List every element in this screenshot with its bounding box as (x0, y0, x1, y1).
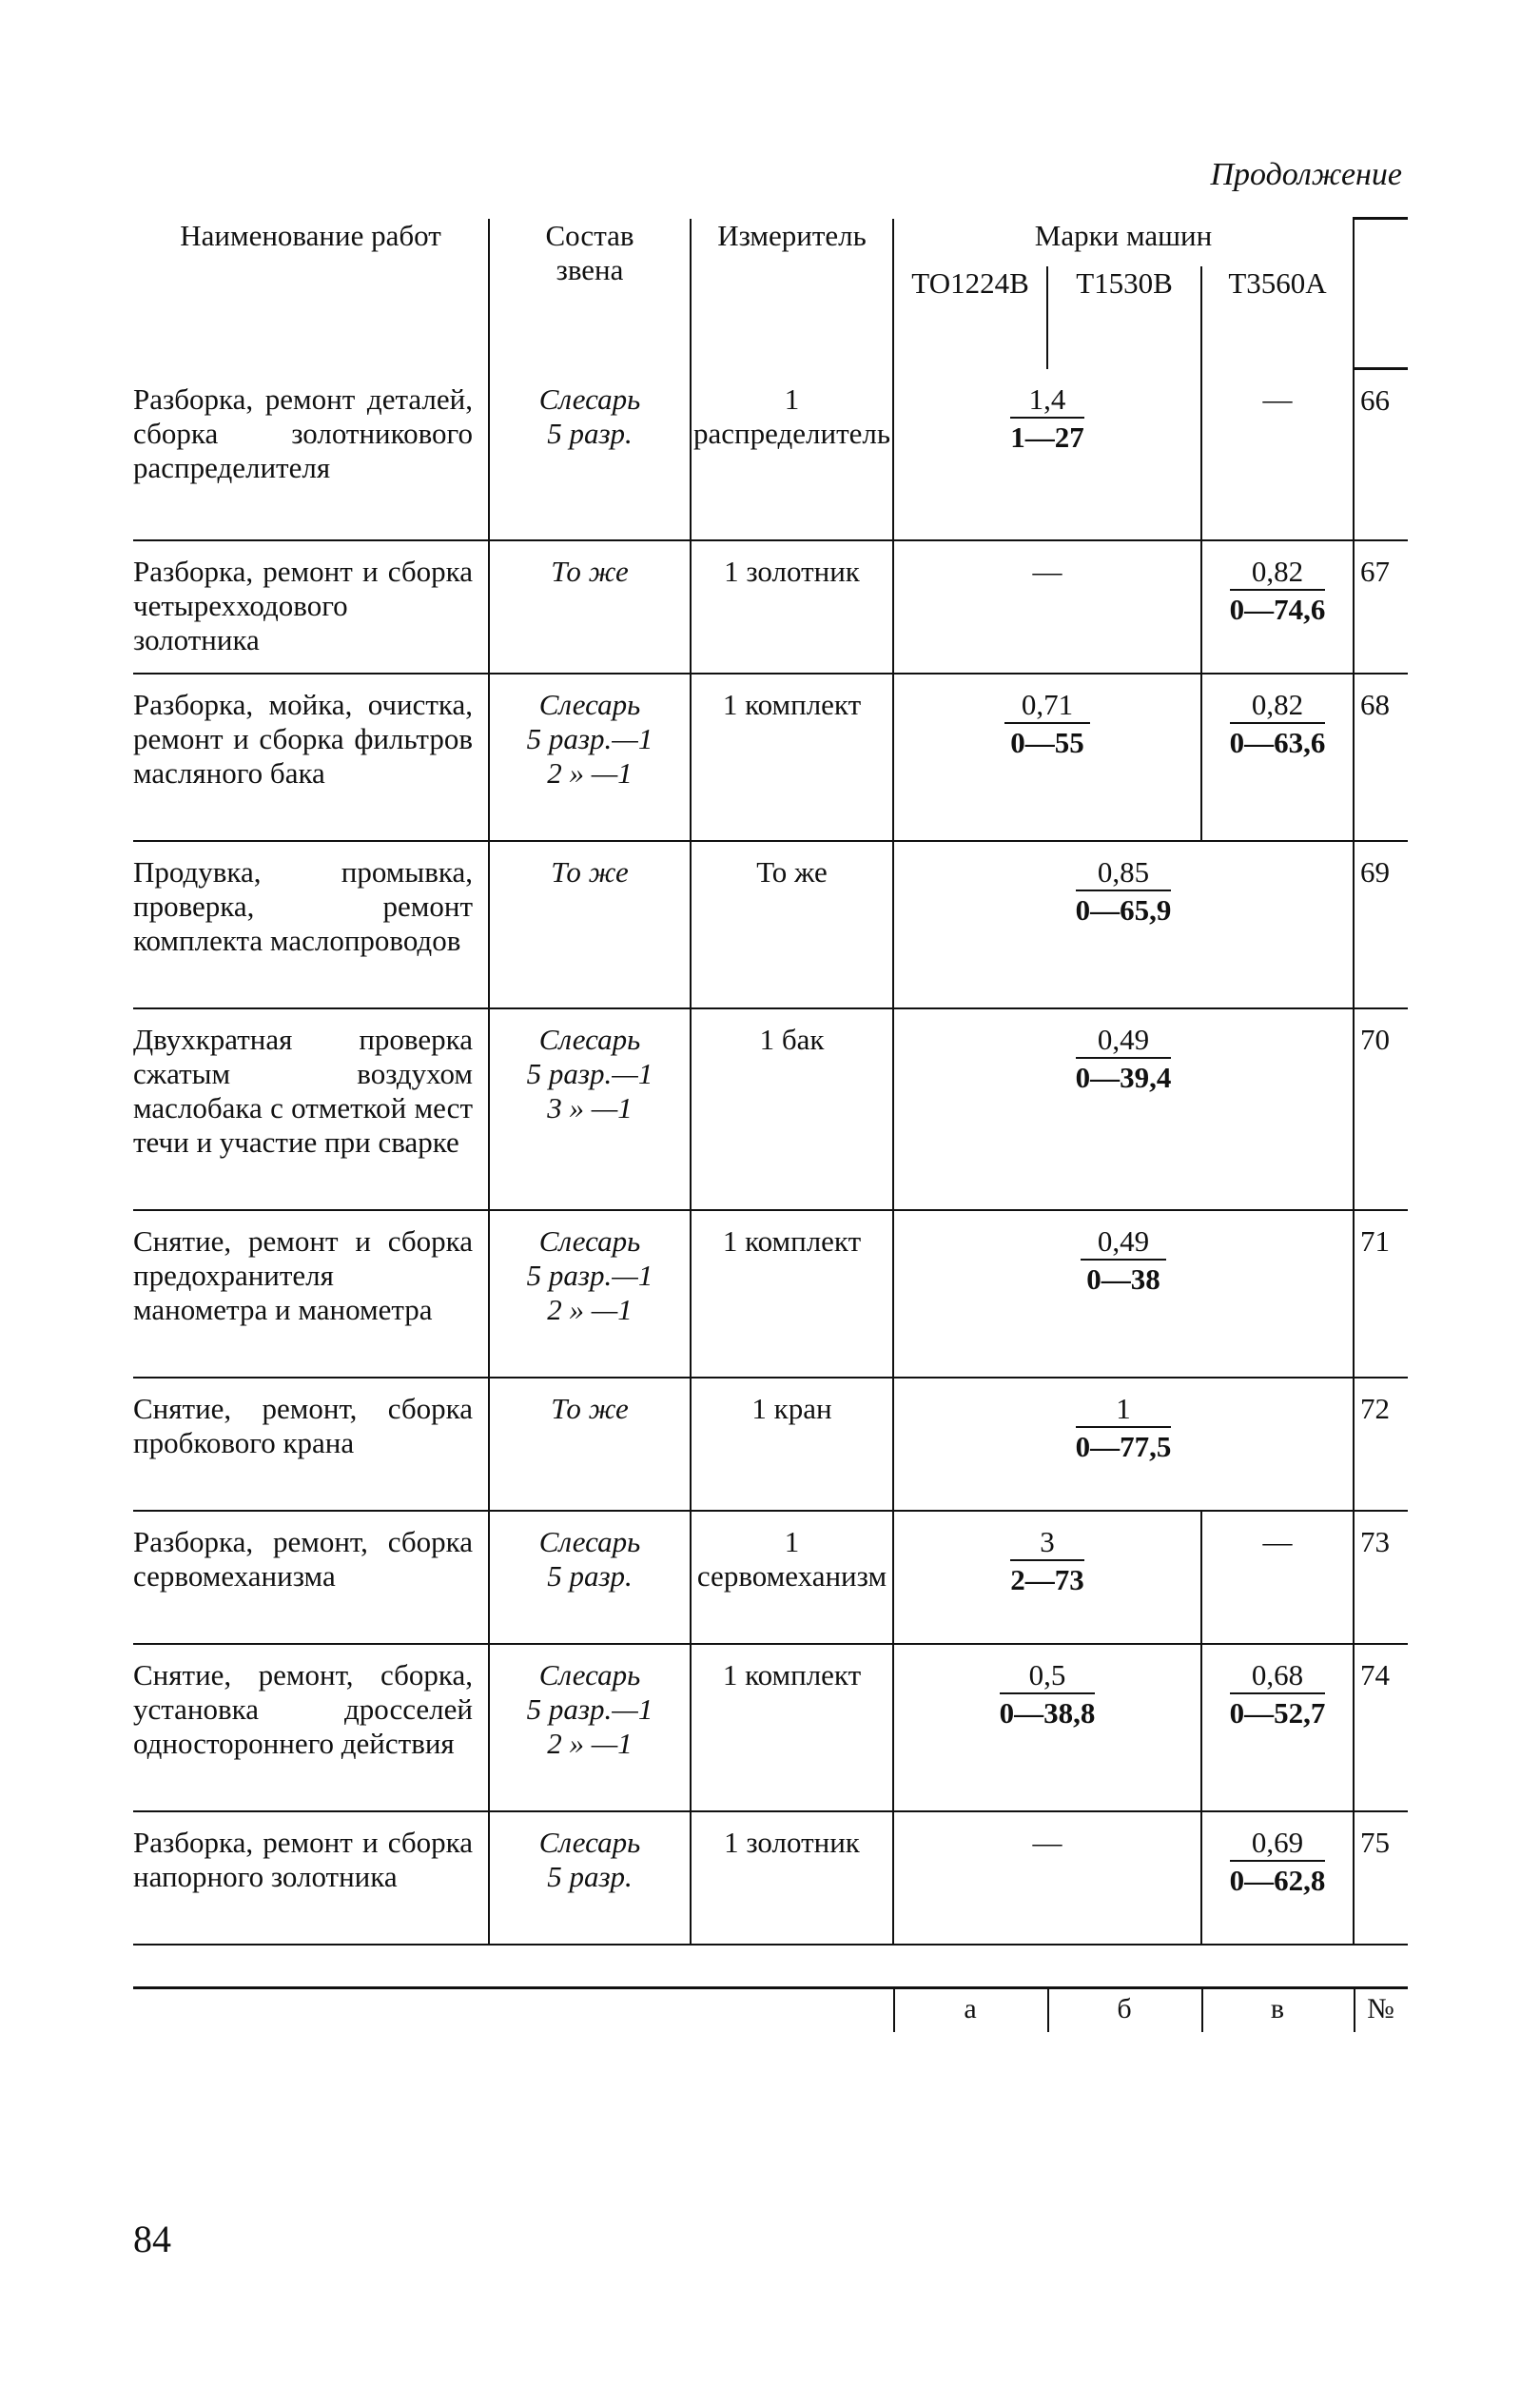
rate-fraction (1076, 1392, 1172, 1466)
rate-abc (893, 1210, 1354, 1378)
crew-composition: Слесарь 5 разр. (489, 369, 691, 540)
rate-ab (893, 1644, 1201, 1811)
rate-fraction (1230, 688, 1326, 762)
price-value: 2—73 (1010, 1562, 1084, 1596)
row-number: 69 (1354, 841, 1408, 1008)
table-row (133, 1210, 1408, 1378)
unit-of-measure: 1 сервомеханизм (691, 1511, 893, 1644)
table-row (133, 1644, 1408, 1811)
work-name: Разборка, мойка, очистка, ремонт и сборка фильтров масляного бака (133, 674, 489, 841)
rate-fraction (1230, 1826, 1326, 1900)
footer-col-b: б (1117, 1993, 1132, 2024)
rate-c: — (1201, 369, 1354, 540)
time-norm: 0,49 (1081, 1224, 1166, 1261)
crew-composition: Слесарь 5 разр. (489, 1511, 691, 1644)
norms-table (133, 217, 1408, 1946)
work-name: Двухкратная проверка сжатым воздухом маслобака с отметкой мест течи и участие при сварке (133, 1008, 489, 1210)
price-value: 0—38,8 (999, 1695, 1096, 1730)
price-value: 0—63,6 (1229, 725, 1326, 759)
header-brand-b: Т1530В (1047, 266, 1201, 368)
time-norm: 0,68 (1230, 1658, 1326, 1694)
rate-abc (893, 1008, 1354, 1210)
continued-label: Продолжение (1210, 157, 1402, 192)
work-name: Разборка, ремонт деталей, сборка золотникового распределителя (133, 369, 489, 540)
crew-composition: Слесарь 5 разр.—1 3 » —1 (489, 1008, 691, 1210)
price-value: 0—38 (1086, 1261, 1160, 1296)
unit-of-measure: 1 комплект (691, 674, 893, 841)
row-number: 68 (1354, 674, 1408, 841)
crew-composition: Слесарь 5 разр. (489, 1811, 691, 1945)
table-row (133, 674, 1408, 841)
rate-abc (893, 841, 1354, 1008)
crew-composition: То же (489, 841, 691, 1008)
table-row (133, 1378, 1408, 1511)
rate-ab (893, 369, 1201, 540)
row-number: 67 (1354, 540, 1408, 674)
rate-ab (893, 674, 1201, 841)
work-name: Снятие, ремонт, сборка пробкового крана (133, 1378, 489, 1511)
rate-c (1201, 674, 1354, 841)
rate-fraction (1230, 555, 1326, 629)
price-value: 0—74,6 (1229, 592, 1326, 626)
price-value: 0—55 (1010, 725, 1084, 759)
page-number: 84 (133, 2218, 171, 2260)
rate-fraction (1081, 1224, 1166, 1299)
crew-composition: Слесарь 5 разр.—1 2 » —1 (489, 1644, 691, 1811)
table-row (133, 1811, 1408, 1945)
rate-c (1201, 1644, 1354, 1811)
crew-composition: Слесарь 5 разр.—1 2 » —1 (489, 674, 691, 841)
footer-col-a: а (964, 1993, 977, 2024)
row-number: 75 (1354, 1811, 1408, 1945)
rate-abc (893, 1378, 1354, 1511)
work-name: Разборка, ремонт и сборка четырехходового золотника (133, 540, 489, 674)
table-row (133, 841, 1408, 1008)
rate-fraction (1004, 688, 1090, 762)
header-crew: Состав звена (489, 219, 691, 369)
unit-of-measure: 1 кран (691, 1378, 893, 1511)
table-row (133, 1008, 1408, 1210)
rate-fraction (1076, 1023, 1172, 1097)
time-norm: 0,85 (1076, 855, 1172, 891)
work-name: Снятие, ремонт и сборка предохранителя манометра и манометра (133, 1210, 489, 1378)
work-name: Снятие, ремонт, сборка, установка дросселей одностороннего действия (133, 1644, 489, 1811)
rate-fraction (1000, 1658, 1096, 1732)
work-name: Разборка, ремонт и сборка напорного золотника (133, 1811, 489, 1945)
unit-of-measure: 1 комплект (691, 1644, 893, 1811)
time-norm: 0,5 (1000, 1658, 1096, 1694)
row-number: 71 (1354, 1210, 1408, 1378)
price-value: 0—77,5 (1075, 1429, 1172, 1463)
unit-of-measure: 1 распределитель (691, 369, 893, 540)
rate-fraction (1230, 1658, 1326, 1732)
rate-c (1201, 1811, 1354, 1945)
table-row (133, 1511, 1408, 1644)
table-body (133, 369, 1408, 1945)
header-brand-c: Т3560А (1201, 266, 1354, 368)
unit-of-measure: 1 золотник (691, 540, 893, 674)
row-number: 72 (1354, 1378, 1408, 1511)
time-norm: 0,71 (1004, 688, 1090, 724)
time-norm: 0,69 (1230, 1826, 1326, 1862)
price-value: 0—65,9 (1075, 892, 1172, 927)
time-norm: 1,4 (1010, 382, 1084, 419)
unit-of-measure: 1 комплект (691, 1210, 893, 1378)
price-value: 0—52,7 (1229, 1695, 1326, 1730)
unit-of-measure: 1 бак (691, 1008, 893, 1210)
unit-of-measure: 1 золотник (691, 1811, 893, 1945)
rate-fraction (1010, 382, 1084, 457)
header-brand-a: ТО1224В (893, 266, 1047, 368)
footer-col-c: в (1270, 1993, 1285, 2024)
time-norm: 0,82 (1230, 688, 1326, 724)
footer-col-num: № (1367, 1993, 1394, 2024)
row-number: 73 (1354, 1511, 1408, 1644)
table-row (133, 540, 1408, 674)
rate-fraction (1010, 1525, 1084, 1599)
crew-composition: То же (489, 540, 691, 674)
crew-composition: То же (489, 1378, 691, 1511)
column-index-row (133, 1986, 1408, 2034)
time-norm: 3 (1010, 1525, 1084, 1561)
price-value: 0—62,8 (1229, 1863, 1326, 1897)
rate-c: — (1201, 1511, 1354, 1644)
price-value: 1—27 (1010, 420, 1084, 454)
rate-ab: — (893, 1811, 1201, 1945)
table-row (133, 369, 1408, 540)
work-name: Разборка, ремонт, сборка сервомеханизма (133, 1511, 489, 1644)
time-norm: 0,49 (1076, 1023, 1172, 1059)
work-name: Продувка, промывка, проверка, ремонт комплекта маслопроводов (133, 841, 489, 1008)
header-num-blank (1354, 219, 1408, 369)
rate-c (1201, 540, 1354, 674)
row-number: 70 (1354, 1008, 1408, 1210)
rate-ab: — (893, 540, 1201, 674)
row-number: 74 (1354, 1644, 1408, 1811)
header-measure: Измеритель (691, 219, 893, 369)
rate-ab (893, 1511, 1201, 1644)
time-norm: 1 (1076, 1392, 1172, 1428)
row-number: 66 (1354, 369, 1408, 540)
time-norm: 0,82 (1230, 555, 1326, 591)
unit-of-measure: То же (691, 841, 893, 1008)
header-brands: Марки машин (893, 219, 1354, 267)
crew-composition: Слесарь 5 разр.—1 2 » —1 (489, 1210, 691, 1378)
header-work: Наименование работ (180, 218, 441, 252)
rate-fraction (1076, 855, 1172, 929)
price-value: 0—39,4 (1075, 1060, 1172, 1094)
